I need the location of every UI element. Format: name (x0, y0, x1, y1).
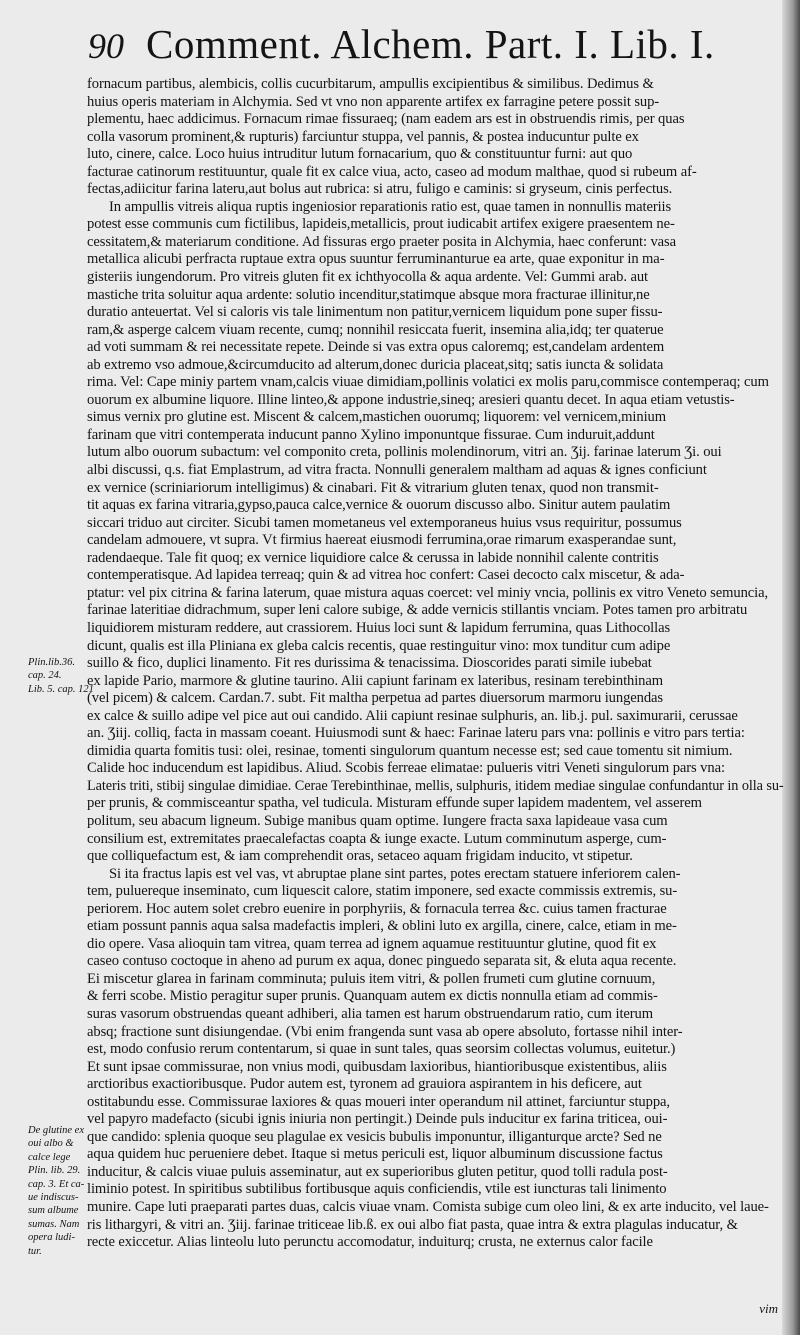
marginal-note-citation (28, 656, 92, 696)
marginal-note-line: sumas. Nam (28, 1218, 80, 1230)
text-line: siccari triduo aut circiter. Sicubi tamen mometaneus vel extemporaneus huius vsus requiritur, possumus (87, 514, 682, 531)
page-number: 90 (88, 26, 124, 66)
marginal-note-line: calce lege (28, 1151, 71, 1163)
text-line: politum, seu abacum ligneum. Subige manibus quam optime. Iungere fracta saxa lapideaue vasa cum (87, 812, 668, 829)
text-line: (vel picem) & calcem. Cardan.7. subt. Fit maltha perpetua ad partes diuersorum marmoru iungendas (87, 690, 663, 707)
text-line: ptatur: vel pix citrina & farina laterum, quae mistura aquas coercet: vel miniy vncia, pollinis ex vitro Veneto semuncia, (87, 584, 769, 601)
text-line: Lateris triti, stibij singulae dimidiae. Cerae Terebinthinae, mellis, sulphuris, itidem mediae singulae confundantur in olla su- (87, 777, 784, 794)
text-line: farinae lateritiae didrachmum, super leni calore subige, & adde vernicis stillantis vnciam. Potes tamen pro arbitratu (87, 602, 748, 619)
text-line: tem, puluereque inseminato, cum liquescit calore, statim imponere, sed exacte commissis extremis, su- (87, 883, 678, 900)
text-line: ex lapide Pario, marmore & glutine taurino. Alii capiunt farinam ex lateribus, resinam terebinthinam (87, 672, 664, 689)
text-line: colla vasorum prominent,& rupturis) farciuntur stuppa, vel pannis, & postea inducuntur pulte ex (87, 128, 639, 145)
text-line: luto, cinere, calce. Loco huius intruditur lutum fornacarium, quo & constituuntur furni: aut quo (87, 146, 633, 163)
text-line: radendaeque. Tale fit quoq; ex vernice liquidiore calce & cerussa in labide nonnihil calente contritis (87, 549, 659, 566)
text-line: que colliquefactum est, & iam comprehendit oras, setaceo aquam frigidam inducito, vt stipetur. (87, 848, 633, 865)
text-line: In ampullis vitreis aliqua ruptis ingeniosior reparationis ratio est, quae tamen in nonnullis materiis (109, 198, 672, 215)
text-line: periorem. Hoc autem solet crebro euenire in porphyriis, & fornacula terrea &c. cuius tamen fracturae (87, 900, 667, 917)
text-line: cessitatem,& materiarum conditione. Ad fissuras ergo praeter posita in Alchymia, haec conferunt: vasa (87, 233, 676, 250)
text-line: potest esse communis cum fictilibus, lapideis,metallicis, prout iudicabit artifex exigere praesentem ne- (87, 216, 675, 233)
text-line: facturae catinorum restituuntur, quale fit ex calce viua, acto, caseo ad modum malthae, quod si rubeum af- (87, 163, 697, 180)
running-title: Comment. Alchem. Part. I. Lib. I. (146, 21, 715, 67)
text-line: inducitur, & calcis viuae puluis asseminatur, aut ex superioribus gluten petitur, quod tolli radula post- (87, 1163, 668, 1180)
text-line: etiam possunt pannis aqua salsa madefactis impleri, & oblini luto ex argilla, cinere, calce, etiam in me- (87, 918, 677, 935)
text-line: Et sunt ipsae commissurae, non vnius modi, quibusdam laxioribus, hiantioribusque existentibus, aliis (87, 1058, 667, 1075)
text-line: munire. Cape luti praeparati partes duas, calcis viuae vnam. Comista subige cum oleo lini, & ex arte inducito, vel laue- (87, 1199, 769, 1215)
marginal-note-line: ue indiscus- (28, 1192, 79, 1204)
main-text-block (87, 76, 784, 1326)
text-line: suras vasorum obstruendas queant adhiberi, alia tamen est harum obstruendarum ratio, cum iterum (87, 1005, 653, 1022)
text-line: fornacum partibus, alembicis, collis cucurbitarum, ampullis excipientibus & similibus. Dedimus & (87, 76, 654, 92)
text-line: rima. Vel: Cape miniy partem vnam,calcis viuae dimidiam,pollinis volatici ex molis paru,commisce contemperaq; cum (87, 374, 769, 391)
text-line: ris lithargyri, & vitri an. Ʒiij. farinae triticeae lib.ß. ex oui albo fiat pasta, quae intra & extra plagulas inducatur, & (87, 1216, 738, 1233)
text-line: arctioribus exactioribusque. Pudor autem est, tyronem ad grauiora aspirantem in his deficere, aut (87, 1076, 642, 1093)
text-line: contemperatisque. Ad lapidea terreaq; quin & ad vitrea hoc confert: Casei decocto calx miscetur, & ada- (87, 567, 685, 584)
marginal-note-line: Plin.lib.36. (28, 657, 75, 668)
marginal-note-line: Lib. 5. cap. 121 (28, 683, 94, 695)
marginal-note-line: cap. 24. (28, 670, 62, 682)
text-line: huius operis materiam in Alchymia. Sed vt vno non apparente artifex ex farragine petere possit sup- (87, 93, 660, 110)
text-line: suillo & fico, duplici linamento. Fit res durissima & tenacissima. Dioscorides parati simile iubebat (87, 655, 652, 672)
marginal-note-line: opera ludi- (28, 1232, 75, 1244)
text-line: & ferri scobe. Mistio peragitur super prunis. Quanquam autem ex dictis nonnulla etiam ad commis- (87, 988, 658, 1005)
marginal-note-line: cap. 3. Et ca- (28, 1178, 85, 1190)
marginal-note-line: De glutine ex (28, 1125, 84, 1136)
text-line: lutum albo ouorum subactum: vel componito creta, pollinis molendinorum, vitri an. Ʒij. farinae laterum Ʒi. oui (87, 444, 722, 461)
page-edge-shadow (782, 0, 800, 1335)
text-line: recte exiccetur. Alias linteolu luto perunctu accomodatur, induiturq; crusta, ne externus calor facile (87, 1234, 653, 1251)
marginal-note-line: tur. (28, 1245, 42, 1257)
text-line: mastiche trita soluitur aqua ardente: solutio incenditur,statimque absque mora fracturae illinitur,ne (87, 286, 650, 303)
text-line: ram,& asperge calcem viuam recente, cumq; nonnihil resiccata fuerit, insemina alia,idq; ter quaterue (87, 321, 664, 338)
running-head (88, 20, 768, 70)
text-line: liquidiorem misturam reddere, aut crassiorem. Huius loci sunt & lapidum ferrumina, quas Lithocollas (87, 619, 671, 636)
text-line: fectas,adiicitur farina lateru,aut bolus aut rubrica: si atru, fuligo e caminis: si gryseum, cinis perfectus. (87, 181, 673, 198)
text-line: vel papyro madefacto (sicubi ignis iniuria non pertingit.) Deinde puls inducitur ex farina triticea, oui- (87, 1111, 668, 1128)
text-line: gisteriis iungendorum. Pro vitreis gluten fit ex ichthyocolla & aqua ardente. Vel: Gummi arab. aut (87, 269, 648, 286)
text-line: simus vernix pro glutine est. Miscent & calcem,mastichen ouorumq; liquorem: vel vernicem,minium (87, 409, 666, 426)
marginal-note-line: sum albume (28, 1205, 79, 1217)
text-line: caseo contuso coctoque in aheno ad purum ex aqua, donec pinguedo separata sit, & eluta aqua recente. (87, 953, 677, 970)
text-line: ostitabundu esse. Commissurae laxiores & quas moueri inter operandum nil attinet, farciuntur stuppa, (87, 1093, 670, 1110)
text-line: albi discussi, q.s. fiat Emplastrum, ad vitra fracta. Nonnulli generalem maltham ad aquas & ignes conficiunt (87, 462, 707, 479)
text-line: dicunt, qualis est illa Pliniana ex gleba calcis recentis, quae restinguitur vino: mox tunditur cum adipe (87, 637, 671, 654)
text-line: tit aquas ex farina vitraria,gypso,pauca calce,vernice & ouorum discusso albo. Sinitur autem paulatim (87, 497, 671, 514)
text-line: liminio potest. In spiritibus subtilibus fortibusque aquis conficiendis, vtile est iuncturas tali linimento (87, 1181, 667, 1198)
text-line: metallica alicubi perfracta ruptaue extra opus suuntur ferruminanturue ea arte, quae exponitur in ma- (87, 251, 665, 268)
text-line: Ei miscetur glarea in farinam comminuta; puluis item vitri, & pollen frumeti cum glutine cornuum, (87, 970, 656, 987)
text-line: aqua quidem huc perueniere debet. Itaque si metus periculi est, liquor albuminum discussione factus (87, 1146, 663, 1163)
marginal-note-line: Plin. lib. 29. (28, 1165, 81, 1177)
text-line: dimidia quarta fomitis tusi: olei, resinae, tomenti singulorum quantum necesse est; sed caue tomentu sit nimium. (87, 742, 733, 759)
text-line: que candido: splenia quoque seu plagulae ex vesicis bubulis imponuntur, illiganturque arcte? Sed ne (87, 1128, 662, 1145)
text-line: consilium est, extremitates praecalefactas coapta & iunge exacte. Lutum comminutum asperge, cum- (87, 830, 667, 847)
text-line: ad voti summam & rei necessitate repete. Deinde si vas extra opus caloremq; est,candelam ardentem (87, 339, 665, 356)
text-line: ex vernice (scriniariorum intelligimus) & cinabari. Fit & vitrarium gluten tenax, quod non transmit- (87, 479, 659, 496)
text-line: Si ita fractus lapis est vel vas, vt abruptae plane sint partes, potes erectam statuere inferiorem calen- (109, 865, 681, 882)
text-line: dio opere. Vasa alioquin tam vitrea, quam terrea ad ignem aquamue restituuntur glutine, quod fit ex (87, 935, 657, 952)
text-line: ex calce & suillo adipe vel pice aut oui candido. Alii capiunt resinae sulphuris, an. lib.j. pul. saximurarii, cerussae (87, 707, 738, 724)
text-line: plementu, haec addicimus. Fornacum rimae fissuraeq; (nam eadem ars est in obstruendis rimis, per quas (87, 111, 685, 128)
text-line: candelam admouere, vt supra. Vt firmius haereat eiusmodi ferrumina,orae rimarum exasperandae sunt, (87, 532, 677, 549)
text-line: absq; fractione sunt disiungendae. (Vbi enim frangenda sunt vasa ab opere absoluto, fortasse nihil inter- (87, 1023, 683, 1040)
text-line: farinam que vitri contemperata inducunt panno Xylino imponuntque fissurae. Cum induruit,addunt (87, 426, 655, 443)
text-line: est, modo confusio rerum contentarum, si quae in sunt tales, quas seorsim collectas volumus, euitetur.) (87, 1041, 676, 1058)
catchword: vim (759, 1301, 778, 1316)
text-line: duratio anteuertat. Vel si caloris vis tale linimentum non patitur,vernicem liquidum pone super fissu- (87, 304, 663, 321)
marginal-note-glutine (28, 1124, 92, 1258)
text-line: ouorum ex albumine liquore. Illine linteo,& appone industrie,sineq; aresieri quantu decet. In aqua etiam vetustis- (87, 391, 735, 408)
marginal-note-line: oui albo & (28, 1138, 74, 1150)
text-line: an. Ʒiij. colliq, facta in massam coeant. Huiusmodi sunt & haec: Farinae lateru pars vna: pollinis e vitro pars tertia: (87, 725, 745, 742)
text-line: per prunis, & commisceantur spatha, vel tudicula. Misturam effunde super lapidem madentem, vel asserem (87, 795, 702, 812)
text-line: Calide hoc inducendum est lapidibus. Aliud. Scobis ferreae elimatae: pulueris vitri Veneti singulorum pars vna: (87, 760, 725, 777)
text-line: ab extremo vso admoue,&circumducito ad alterum,donec duricia placeat,sitq; satis iuncta & solidata (87, 356, 664, 373)
